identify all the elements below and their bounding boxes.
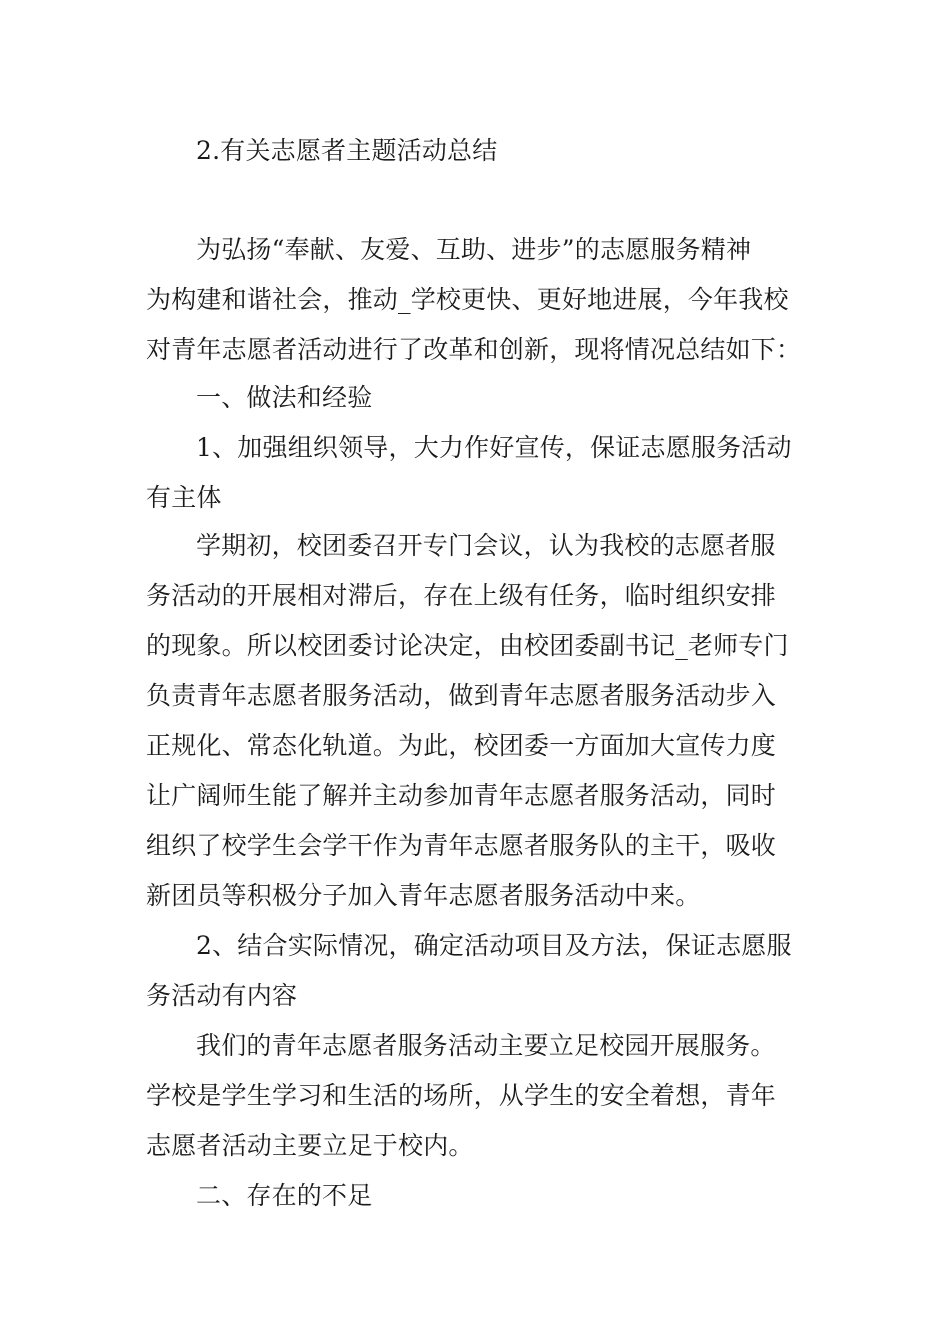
subsection-heading: 务活动有内容 bbox=[146, 981, 298, 1010]
paragraph-line: 组织了校学生会学干作为青年志愿者服务队的主干，吸收 bbox=[146, 831, 777, 860]
paragraph-line: 为构建和谐社会，推动_学校更快、更好地进展，今年我校 bbox=[146, 285, 789, 314]
paragraph-line: 学校是学生学习和生活的场所，从学生的安全着想，青年 bbox=[146, 1081, 777, 1110]
section-heading: 一、做法和经验 bbox=[196, 383, 373, 412]
paragraph-line: 为弘扬“奉献、友爱、互助、进步”的志愿服务精神 bbox=[196, 235, 752, 264]
paragraph-line: 对青年志愿者活动进行了改革和创新，现将情况总结如下： bbox=[146, 335, 802, 364]
paragraph-line: 让广阔师生能了解并主动参加青年志愿者服务活动，同时 bbox=[146, 781, 777, 810]
paragraph-line: 我们的青年志愿者服务活动主要立足校园开展服务。 bbox=[196, 1031, 776, 1060]
paragraph-line: 学期初，校团委召开专门会议，认为我校的志愿者服 bbox=[196, 531, 776, 560]
paragraph-line: 的现象。所以校团委讨论决定，由校团委副书记_老师专门 bbox=[146, 631, 789, 660]
section-heading: 二、存在的不足 bbox=[196, 1181, 373, 1210]
paragraph-line: 负责青年志愿者服务活动，做到青年志愿者服务活动步入 bbox=[146, 681, 777, 710]
subsection-heading: 有主体 bbox=[146, 483, 222, 512]
paragraph-line: 务活动的开展相对滞后，存在上级有任务，临时组织安排 bbox=[146, 581, 777, 610]
subsection-heading: 1、加强组织领导，大力作好宣传，保证志愿服务活动 bbox=[196, 433, 792, 462]
document-title: 2.有关志愿者主题活动总结 bbox=[196, 136, 498, 165]
subsection-heading: 2、结合实际情况，确定活动项目及方法，保证志愿服 bbox=[196, 931, 792, 960]
paragraph-line: 正规化、常态化轨道。为此，校团委一方面加大宣传力度 bbox=[146, 731, 777, 760]
paragraph-line: 志愿者活动主要立足于校内。 bbox=[146, 1131, 474, 1160]
paragraph-line: 新团员等积极分子加入青年志愿者服务活动中来。 bbox=[146, 881, 701, 910]
